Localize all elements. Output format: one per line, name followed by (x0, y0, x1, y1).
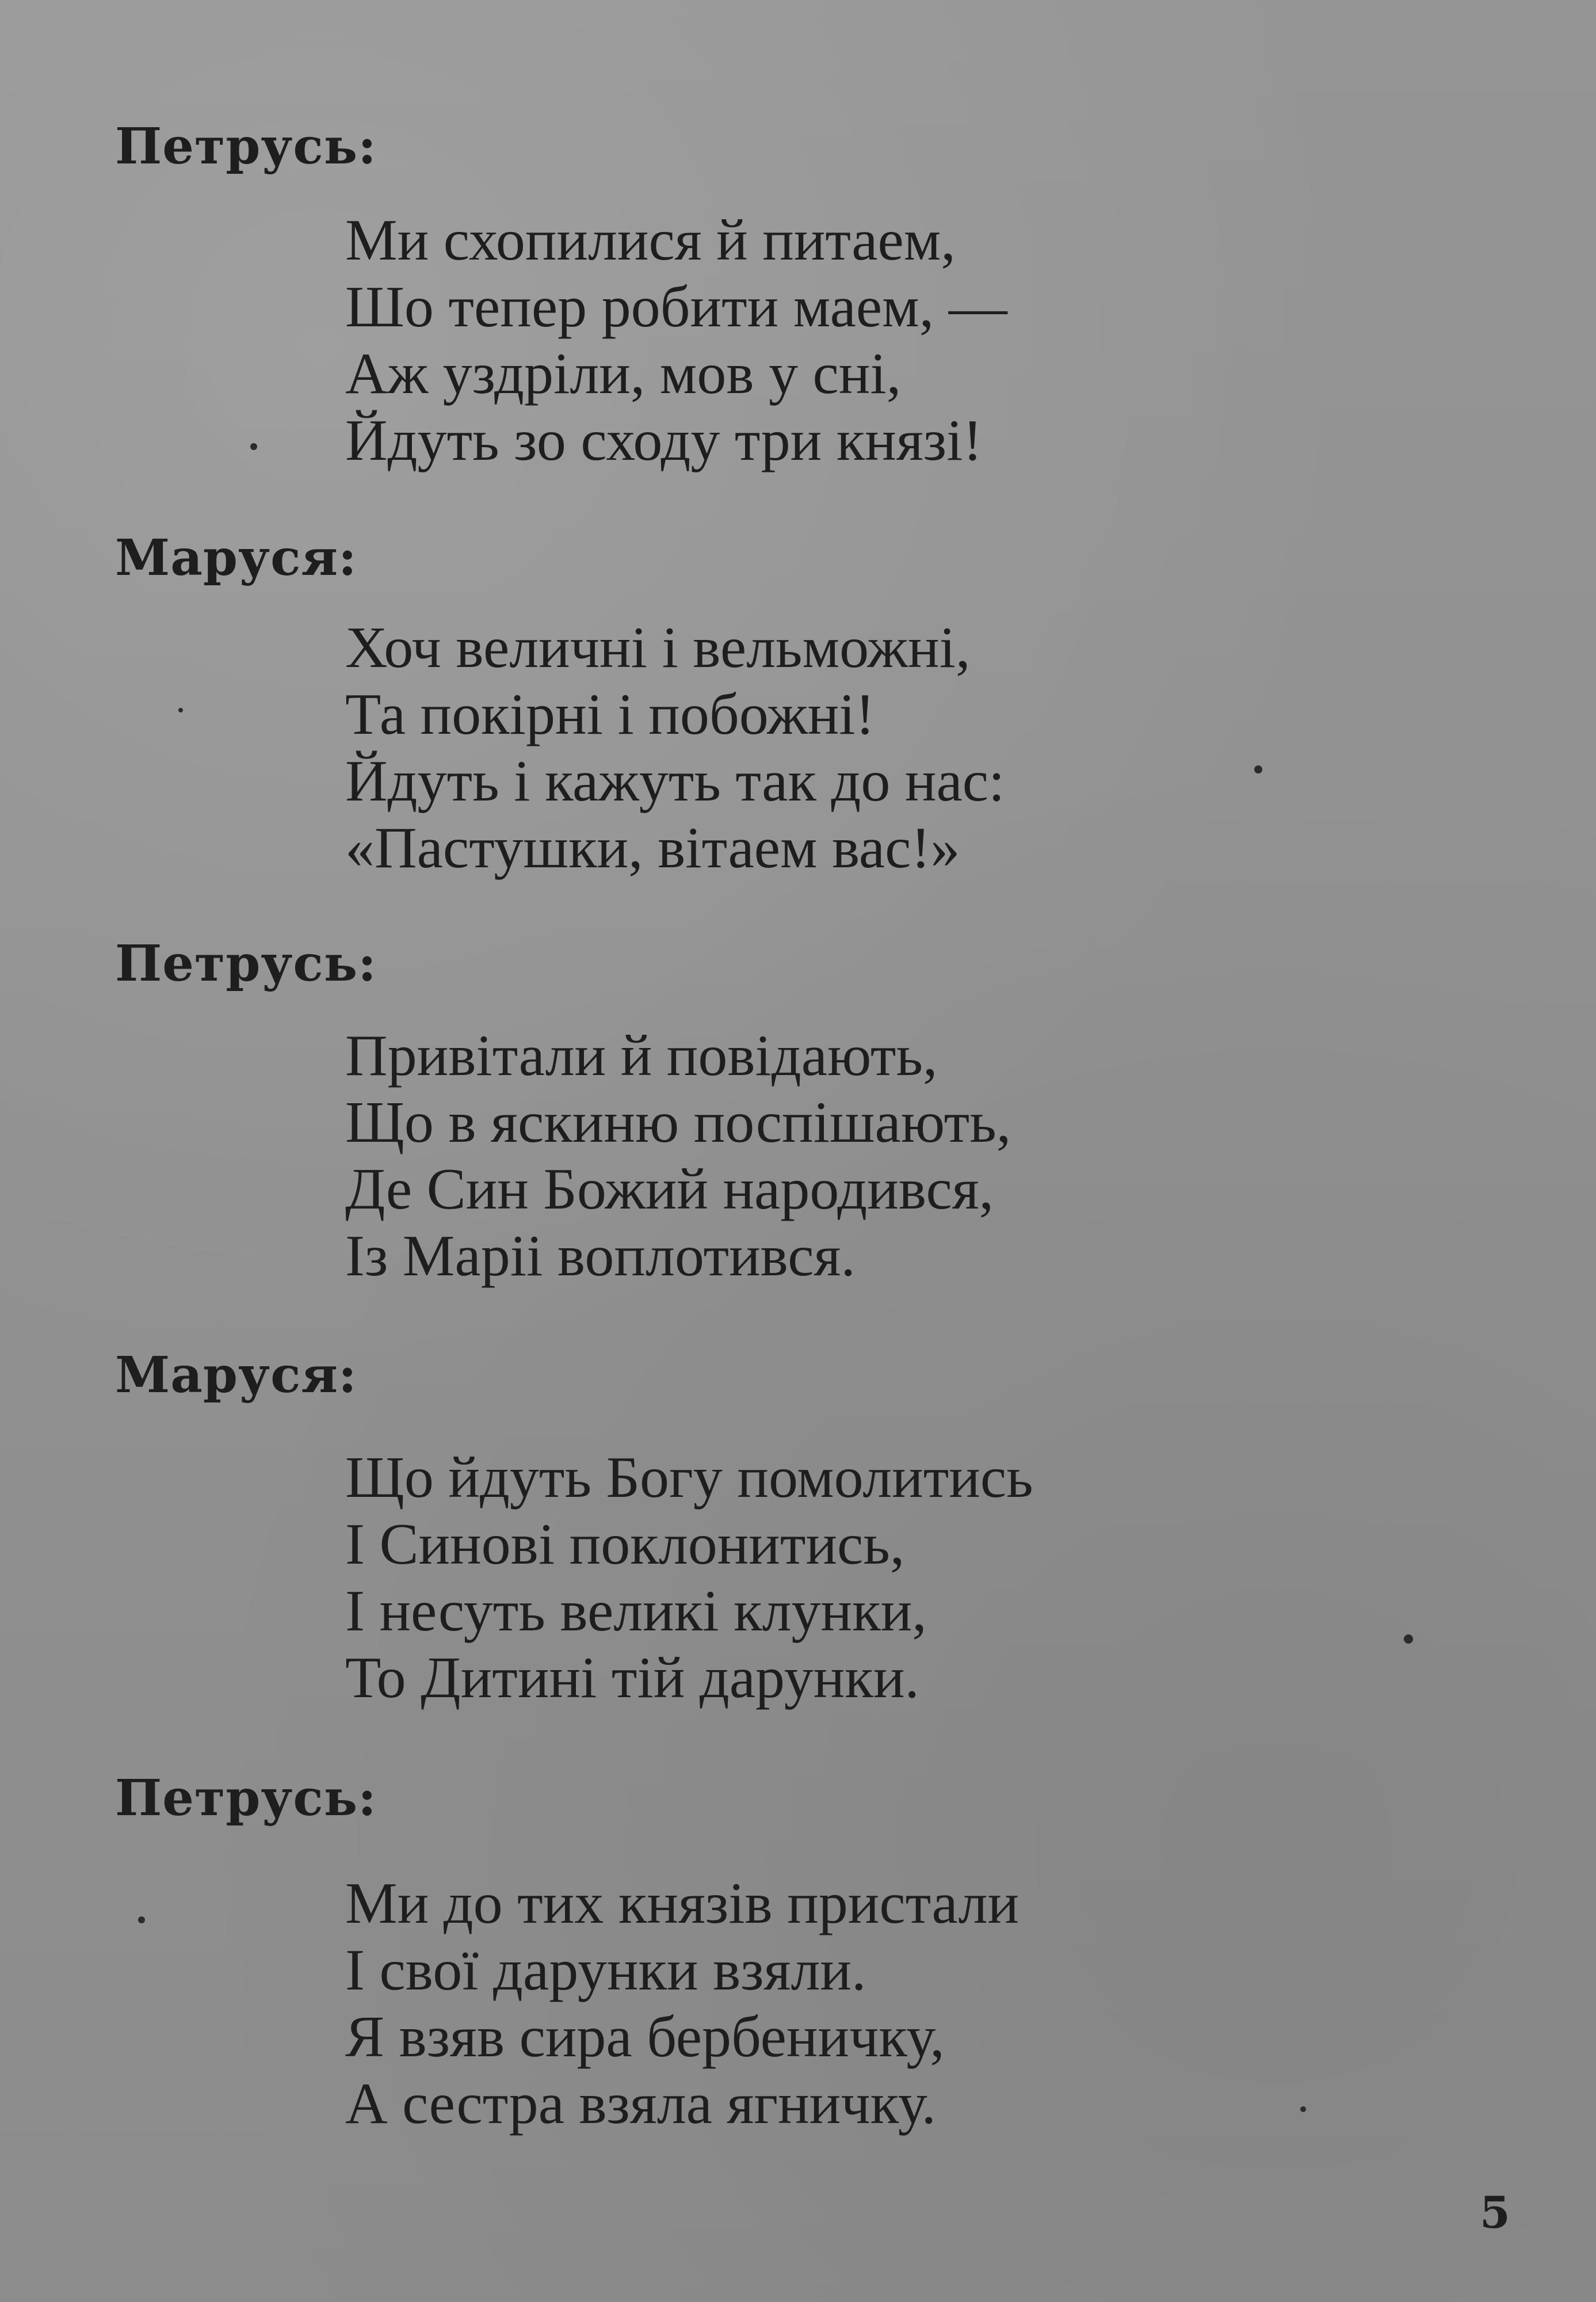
verse-line: Аж уздріли, мов у сні, (345, 341, 902, 406)
verse-lines (345, 1870, 1019, 2137)
page-number: 5 (1480, 2187, 1510, 2238)
verse-line: Ми схопилися й питаем, (345, 208, 956, 273)
speaker-name: Петрусь: (115, 117, 377, 176)
paper-speck (1254, 765, 1262, 773)
speaker-name: Петрусь: (115, 1769, 377, 1827)
paper-speck (178, 708, 183, 712)
verse-lines (345, 615, 1005, 882)
verse-line: І свої дарунки взяли. (345, 1938, 866, 2003)
paper-speck (1404, 1634, 1413, 1644)
paper-speck (138, 1916, 145, 1923)
verse-lines (345, 1023, 1011, 1290)
verse-line: Йдуть зо сходу три князі! (345, 408, 983, 473)
speaker-name: Петрусь: (115, 935, 377, 993)
verse-line: Де Син Божий народився, (345, 1157, 994, 1222)
paper-speck (1300, 2106, 1306, 2112)
verse-line: Я взяв сира бербеничку, (345, 2004, 945, 2069)
paper-speck (250, 443, 257, 450)
verse-line: І Синові поклонитись, (345, 1512, 905, 1577)
speaker-name: Маруся: (115, 529, 357, 587)
verse-line: Хоч величні і вельможні, (345, 615, 971, 680)
verse-lines (345, 1445, 1033, 1712)
verse-line: То Дитині тій дарунки. (345, 1645, 919, 1710)
verse-line: Йдуть і кажуть так до нас: (345, 749, 1005, 814)
verse-line: Що йдуть Богу помолитись (345, 1445, 1033, 1510)
verse-line: «Пастушки, вітаем вас!» (345, 815, 960, 881)
verse-line: Привітали й повідають, (345, 1023, 938, 1088)
verse-line: Ми до тих князів пристали (345, 1871, 1020, 1936)
verse-line: Шо тепер робити маем, — (345, 275, 1007, 340)
verse-lines (345, 207, 1007, 474)
verse-line: І несуть великі клунки, (345, 1579, 927, 1644)
verse-line: Із Маріі воплотився. (345, 1224, 856, 1289)
verse-line: А сестра взяла ягничку. (345, 2071, 937, 2136)
speaker-name: Маруся: (115, 1346, 357, 1404)
verse-line: Що в яскиню поспішають, (345, 1090, 1011, 1155)
verse-line: Та покірні і побожні! (345, 682, 875, 747)
